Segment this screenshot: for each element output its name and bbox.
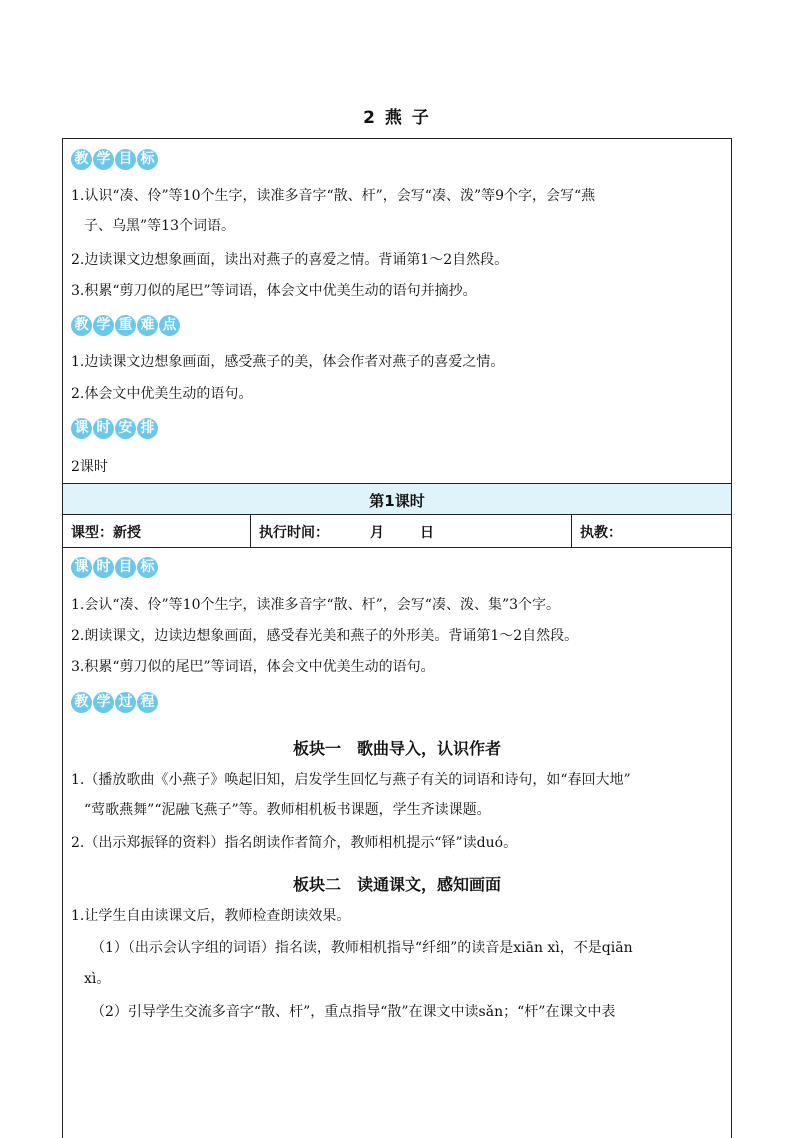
badge-char: 目 (115, 149, 136, 170)
badge-char: 过 (115, 692, 136, 713)
goal-line-1a: 1.认识“凑、伶”等10个生字，读准多音字“散、杆”，会写“凑、泼”等9个字，会写“燕 (71, 188, 596, 204)
goal-line-2: 2.边读课文边想象画面，读出对燕子的喜爱之情。背诵第1～2自然段。 (71, 252, 509, 268)
badge-char: 课 (71, 557, 92, 578)
badge-char: 难 (137, 315, 158, 336)
lesson-goals-badge (71, 557, 158, 578)
lesson-header: 第1课时 (369, 492, 425, 510)
badge-char: 标 (137, 557, 158, 578)
badge-char: 时 (93, 418, 114, 439)
badge-char: 点 (159, 315, 180, 336)
badge-char: 课 (71, 418, 92, 439)
badge-char: 教 (71, 149, 92, 170)
block-2-sub-1b: xì。 (84, 971, 111, 987)
schedule-badge (71, 418, 158, 439)
goal-line-3: 3.积累“剪刀似的尾巴”等词语，体会文中优美生动的语句并摘抄。 (71, 283, 477, 299)
lesson-type: 课型：新授 (71, 525, 141, 541)
divider (63, 483, 731, 484)
lesson-plan-table (62, 138, 732, 1138)
block-2-title: 板块二 读通课文，感知画面 (292, 875, 501, 894)
lesson-goal-line-2: 2.朗读课文，边读边想象画面，感受春光美和燕子的外形美。背诵第1～2自然段。 (71, 628, 579, 644)
lesson-goal-line-3: 3.积累“剪刀似的尾巴”等词语，体会文中优美生动的语句。 (71, 659, 435, 675)
execution-time-label: 执行时间： (259, 525, 329, 541)
badge-char: 排 (137, 418, 158, 439)
key-points-badge (71, 315, 180, 336)
lesson-goal-line-1: 1.会认“凑、伶”等10个生字，读准多音字“散、杆”，会写“凑、泼、集”3个字。 (71, 597, 561, 613)
block-1-line-2: 2.（出示郑振铎的资料）指名朗读作者简介，教师相机提示“铎”读duó。 (71, 835, 518, 851)
key-point-line-1: 1.边读课文边想象画面，感受燕子的美，体会作者对燕子的喜爱之情。 (71, 354, 505, 370)
badge-char: 时 (93, 557, 114, 578)
divider (63, 547, 731, 548)
badge-char: 教 (71, 315, 92, 336)
badge-char: 教 (71, 692, 92, 713)
block-1-line-1a: 1.（播放歌曲《小燕子》唤起旧知，启发学生回忆与燕子有关的词语和诗句，如“春回大地” (71, 772, 631, 788)
key-point-line-2: 2.体会文中优美生动的语句。 (71, 386, 253, 402)
block-1-title: 板块一 歌曲导入，认识作者 (292, 739, 501, 758)
process-badge (71, 692, 158, 713)
schedule-text: 2课时 (71, 459, 108, 475)
block-2-sub-2: （2）引导学生交流多音字“散、杆”，重点指导“散”在课文中读sǎn；“杆”在课文中表 (91, 1004, 616, 1020)
badge-char: 目 (115, 557, 136, 578)
badge-char: 学 (93, 149, 114, 170)
badge-char: 学 (93, 692, 114, 713)
divider (250, 514, 251, 547)
day-label: 日 (420, 525, 434, 541)
divider (63, 514, 731, 515)
badge-char: 学 (93, 315, 114, 336)
month-label: 月 (370, 525, 384, 541)
teacher-label: 执教： (580, 525, 622, 541)
goal-line-1b: 子、乌黑”等13个词语。 (84, 218, 235, 234)
block-2-line-1: 1.让学生自由读课文后，教师检查朗读效果。 (71, 908, 351, 924)
block-1-line-1b: “莺歌燕舞”“泥融飞燕子”等。教师相机板书课题，学生齐读课题。 (84, 802, 491, 818)
divider (571, 514, 572, 547)
block-2-sub-1a: （1）（出示会认字组的词语）指名读，教师相机指导“纤细”的读音是xiān xì，不是qiān (91, 940, 633, 956)
badge-char: 安 (115, 418, 136, 439)
teaching-goals-badge (71, 149, 158, 170)
badge-char: 程 (137, 692, 158, 713)
badge-char: 标 (137, 149, 158, 170)
page-title: 2 燕 子 (363, 108, 431, 128)
badge-char: 重 (115, 315, 136, 336)
